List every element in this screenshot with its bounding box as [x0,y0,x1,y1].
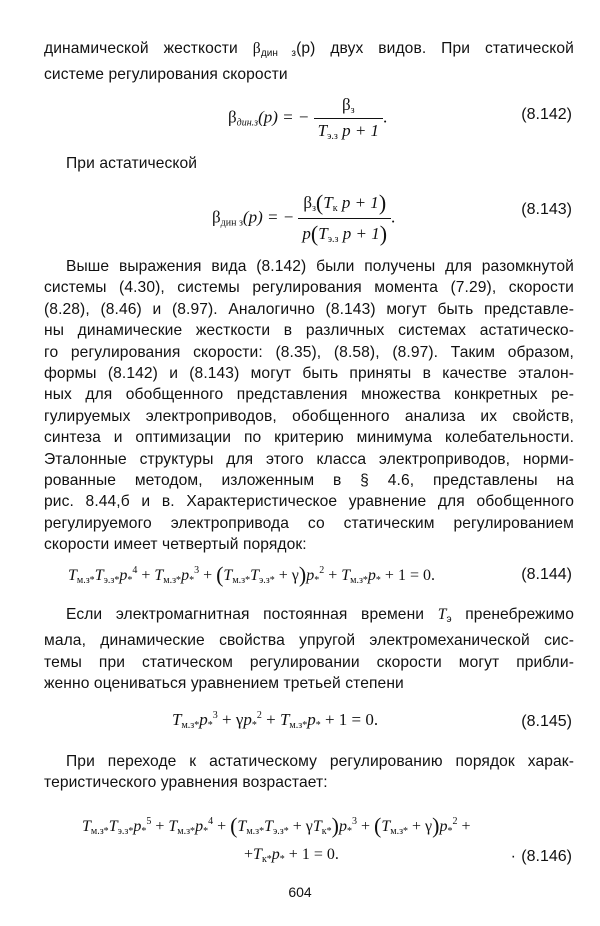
text-line: рованные методом, изложенным в § 4.6, представлены на [44,472,574,490]
equation-number: (8.143) [521,201,572,218]
text-line: синтеза и оптимизации по критерию минимума колебательности. [44,429,574,447]
text-line: го регулирования скорости: (8.35), (8.58), (8.97). Таким образом, [44,343,574,361]
equation-number: (8.145) [521,713,572,730]
equation-number: (8.146) [521,848,572,865]
text-line: скорости имеет четвертый порядок: [44,536,307,554]
text-line: системы (4.30), системы регулирования момента (7.29), скорости [44,279,574,297]
equation-8-146-line-2: $+T_{к*}p_* + 1 = 0$. [244,846,339,865]
equation-number: (8.142) [521,106,572,123]
text-line: формы (8.142) и (8.143) могут быть приняты в качестве эталон- [44,365,574,383]
paragraph-intro [44,38,574,86]
text-line: гулируемых электроприводов, обобщенного анализа их свойств, [44,407,574,425]
text-line: регулируемого электропривода со статическим регулированием [44,514,574,532]
text-line: Выше выражения вида (8.142) были получены для разомкнутой [66,258,574,275]
text-line: ных для обобщенного представления множества конкретных ре- [44,386,574,404]
text-line: темы при статическом регулировании скорости могут прибли- [44,653,574,671]
text-line: системе регулирования скорости [44,66,288,84]
equation-8-145: $T_{м.з*}p_*^3 + \gamma p_*^2 + T_{м.з*}p_* + 1 = 0$. [172,710,379,731]
equation-8-142: $\beta_{дин.з}(p)$ = − $\frac{\beta_з}{T_{э.з} p + 1}$ . [228,95,388,142]
page-number: 604 [288,884,312,900]
equation-8-143: $\beta_{дин з}(p)$ = − $\frac{\beta_з(T_к p + 1)}{p(T_{э.з} p + 1)}$ . [212,190,396,246]
paragraph-discussion [44,256,574,556]
equation-8-146-line-1: $T_{м.з*}T_{э.з*}p_*^5 + T_{м.з*}p_*^4 + (T_{м.з*}T_{э.з*} + \gamma T_{к*})p_*^3 + (T_{м.з*} + \gamma)p_*^2$ + [82,813,471,838]
text-line: Эталонные структуры для этого класса электроприводов, норми- [44,450,574,468]
text-line: теристического уравнения возрастает: [44,774,328,792]
equation-dot: · [510,848,516,865]
paragraph-astatic: При астатической [66,155,198,172]
equation-8-144: $T_{м.з*}T_{э.з*}p_*^4 + T_{м.з*}p_*^3 + (T_{м.з*}T_{э.з*} + \gamma)p_*^2 + T_{м.з*}p_* + 1 = 0$. [68,562,435,587]
text-line: женно оцениваться уравнением третьей степени [44,675,404,693]
equation-number: (8.144) [521,566,572,583]
text-line: Если электромагнитная постоянная времени $T_э$ пренебрежимо [66,606,574,625]
text-line: ны динамические жесткости в различных системах астатическо- [44,322,574,340]
text-line: рис. 8.44,б и в. Характеристическое уравнение для обобщенного [44,493,574,511]
paragraph-third-order [44,604,574,695]
text-line: динамической жесткости $\beta_{дин з}(p)$ двух видов. При статической [44,40,574,59]
text-line: (8.28), (8.46) и (8.97). Аналогично (8.143) могут быть представле- [44,300,574,318]
text-line: При переходе к астатическому регулированию порядок харак- [66,753,574,770]
paragraph-astatic-order [44,751,574,794]
text-line: мала, динамические свойства упругой электромеханической сис- [44,632,574,650]
